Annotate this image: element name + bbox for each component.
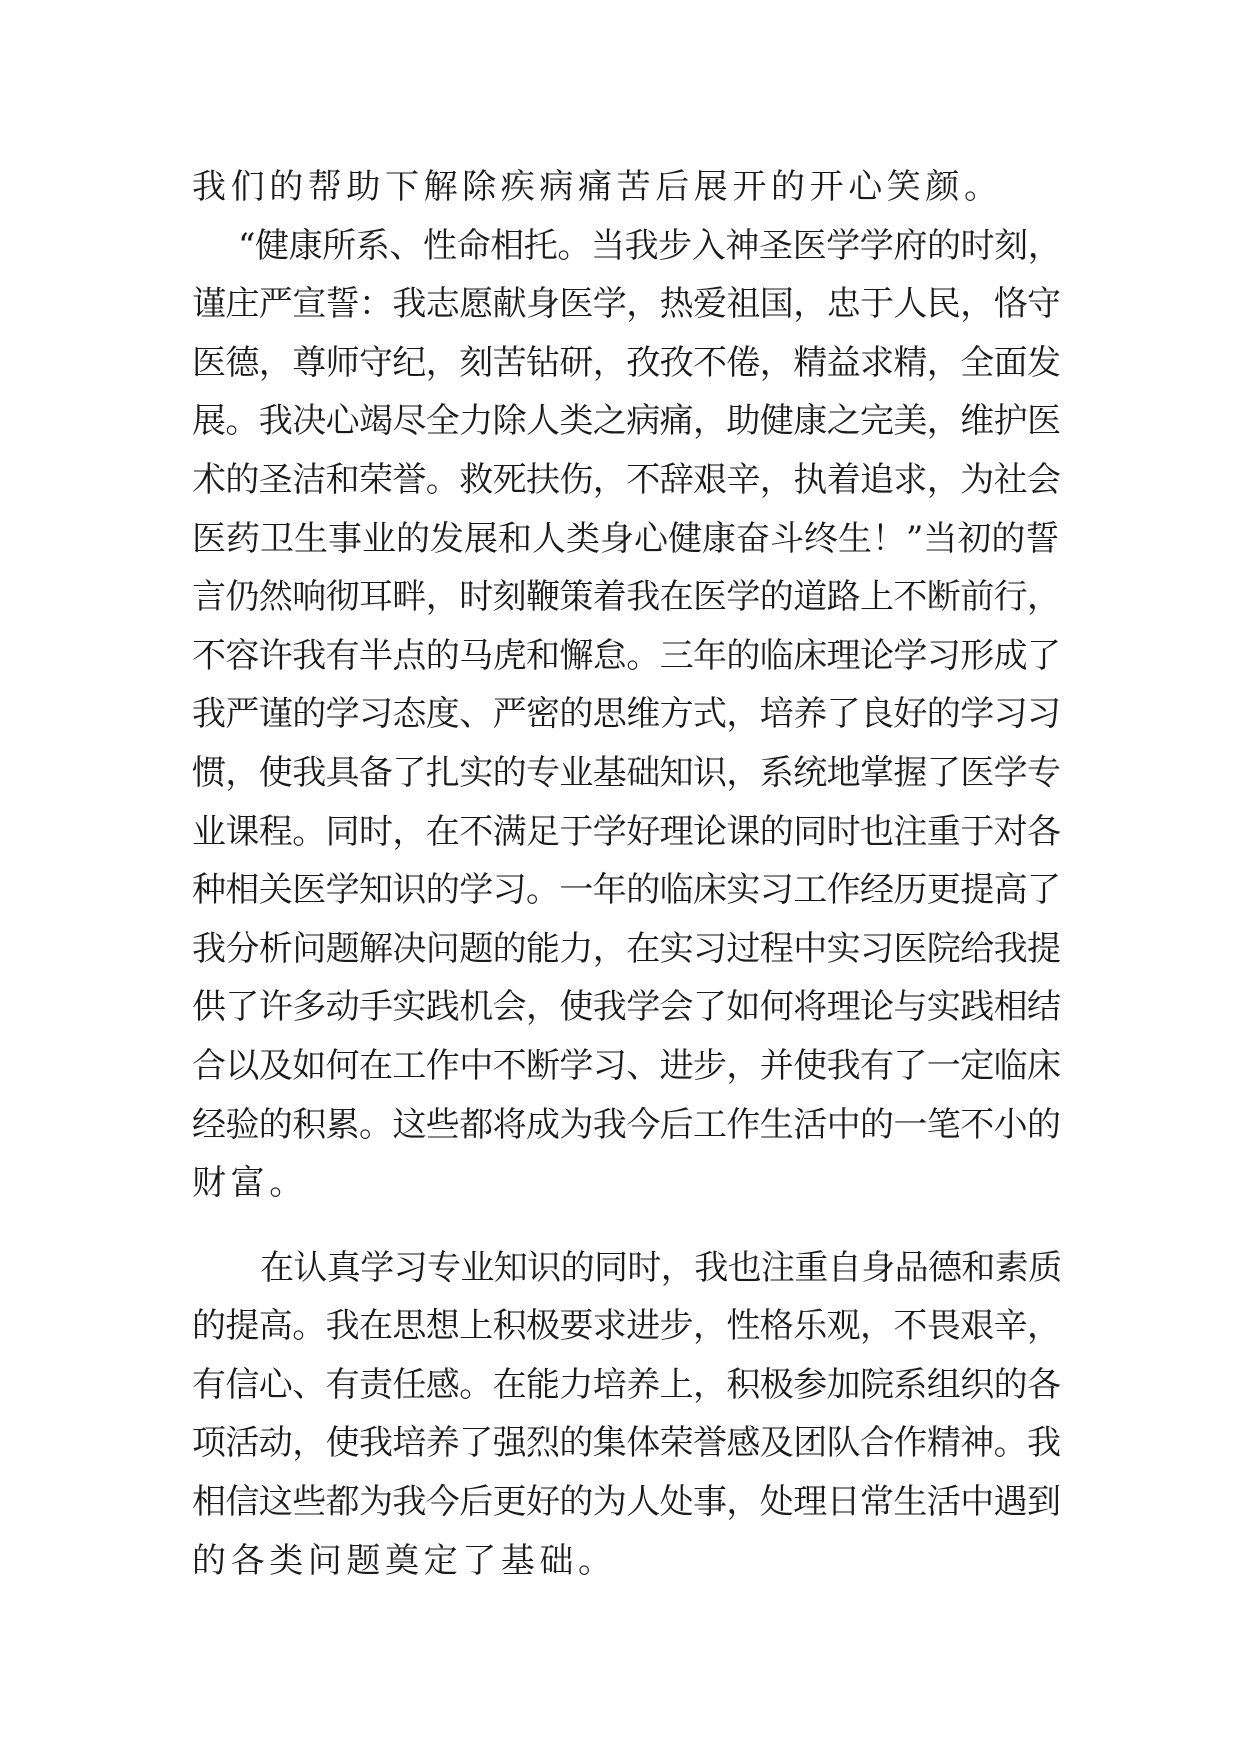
text-line: 我分析问题解决问题的能力，在实习过程中实习医院给我提	[192, 928, 1061, 969]
text-line: 相信这些都为我今后更好的为人处事，处理日常生活中遇到	[192, 1482, 1061, 1523]
text-line: “健康所系、性命相托。当我步入神圣医学学府的时刻，	[238, 225, 1062, 266]
text-line: 展。我决心竭尽全力除人类之病痛，助健康之完美，维护医	[192, 401, 1061, 442]
text-line: 术的圣洁和荣誉。救死扶伤，不辞艰辛，执着追求，为社会	[192, 459, 1061, 500]
text-line: 医德，尊师守纪，刻苦钻研，孜孜不倦，精益求精，全面发	[192, 342, 1061, 383]
text-line: 言仍然响彻耳畔，时刻鞭策着我在医学的道路上不断前行，	[192, 577, 1061, 618]
text-line: 谨庄严宣誓：我志愿献身医学，热爱祖国，忠于人民，恪守	[192, 284, 1061, 325]
text-line: 的提高。我在思想上积极要求进步，性格乐观，不畏艰辛，	[192, 1306, 1061, 1347]
body-text	[192, 158, 1062, 1590]
text-line: 医药卫生事业的发展和人类身心健康奋斗终生！”当初的誓	[192, 518, 1060, 559]
text-line: 项活动，使我培养了强烈的集体荣誉感及团队合作精神。我	[192, 1423, 1061, 1464]
text-line: 有信心、有责任感。在能力培养上，积极参加院系组织的各	[192, 1364, 1061, 1405]
text-line: 不容许我有半点的马虎和懈怠。三年的临床理论学习形成了	[192, 635, 1061, 676]
text-line: 我们的帮助下解除疾病痛苦后展开的开心笑颜。	[192, 167, 1003, 207]
text-line: 种相关医学知识的学习。一年的临床实习工作经历更提高了	[192, 870, 1061, 911]
text-line: 合以及如何在工作中不断学习、进步，并使我有了一定临床	[192, 1045, 1061, 1086]
text-line: 在认真学习专业知识的同时，我也注重自身品德和素质	[260, 1247, 1062, 1288]
text-line: 经验的积累。这些都将成为我今后工作生活中的一笔不小的	[192, 1104, 1061, 1145]
text-line: 的各类问题奠定了基础。	[192, 1540, 617, 1581]
text-line: 供了许多动手实践机会，使我学会了如何将理论与实践相结	[192, 987, 1061, 1028]
paragraph-gap	[192, 1213, 1062, 1239]
text-line: 惯，使我具备了扎实的专业基础知识，系统地掌握了医学专	[192, 752, 1061, 793]
text-line: 业课程。同时，在不满足于学好理论课的同时也注重于对各	[192, 811, 1061, 852]
text-line: 我严谨的学习态度、严密的思维方式，培养了良好的学习习	[192, 694, 1061, 735]
text-line: 财富。	[192, 1163, 308, 1204]
